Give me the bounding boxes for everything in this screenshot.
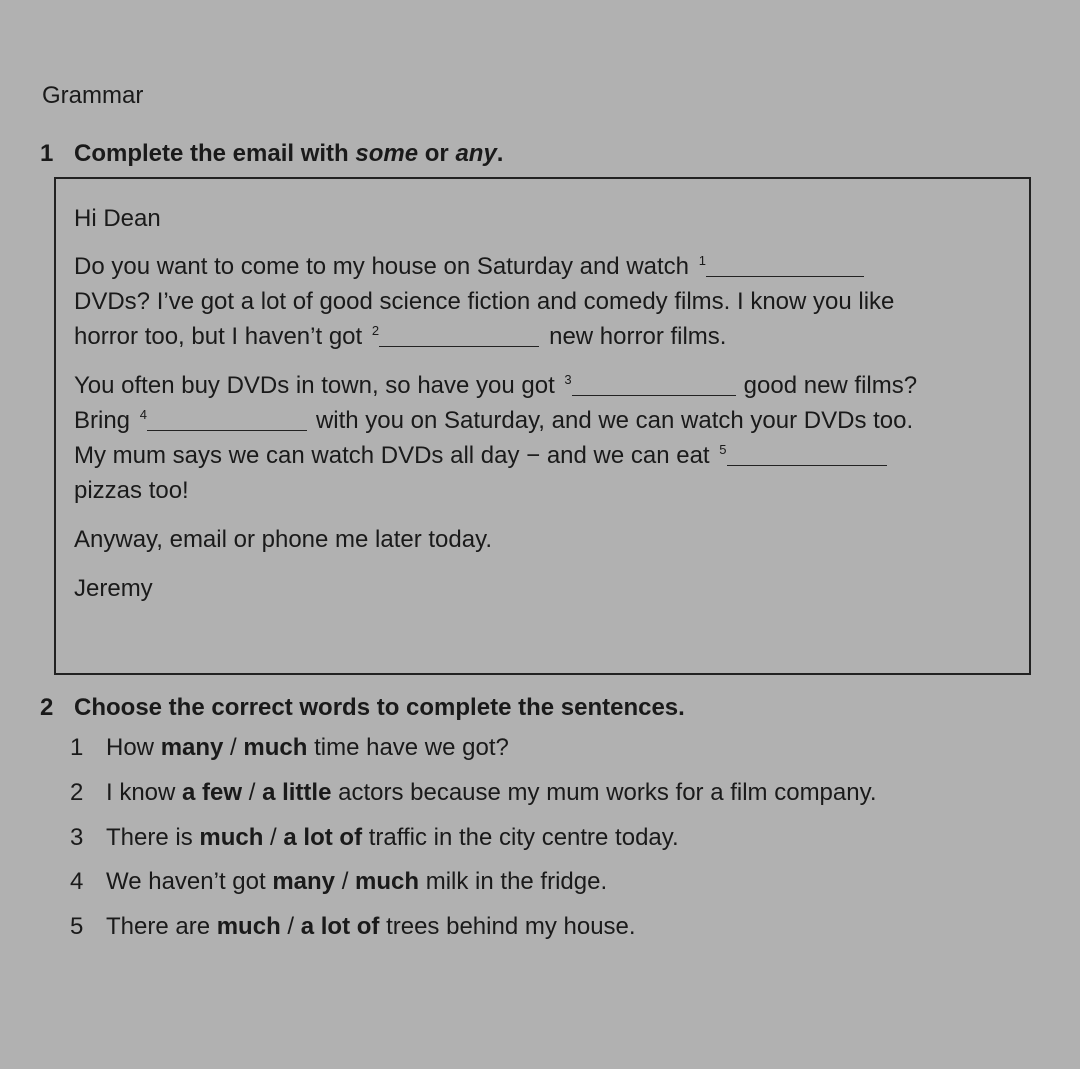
gap-number-4: 4 (139, 407, 147, 422)
task1-heading-prefix: Complete the email with (74, 140, 356, 167)
email-line (74, 473, 1014, 508)
option-2[interactable]: much (355, 868, 420, 896)
email-text-segment: Bring (74, 407, 131, 434)
gap-number-5: 5 (719, 442, 727, 457)
option-1[interactable]: a few (182, 778, 243, 806)
email-line (74, 249, 1014, 284)
option-2[interactable]: a lot of (300, 913, 380, 941)
email-text-segment: Do you want to come to my house on Saturday and watch (74, 253, 690, 280)
task1-word-or: or (418, 140, 456, 167)
email-signature: Jeremy (74, 575, 153, 602)
sentence-number: 2 (70, 778, 84, 806)
email-line (74, 319, 1014, 354)
task2-heading (40, 694, 685, 722)
email-text (74, 201, 1014, 620)
sentence-pre: There is (106, 823, 200, 851)
email-text-segment: You often buy DVDs in town, so have you got (74, 372, 555, 399)
list-item (70, 823, 877, 868)
email-line (74, 284, 1014, 319)
email-text-segment: My mum says we can watch DVDs all day − and we can eat (74, 442, 710, 469)
blank-4[interactable] (147, 408, 307, 431)
task1-heading-suffix: . (496, 140, 504, 167)
option-1[interactable]: much (216, 913, 281, 941)
option-2[interactable]: much (243, 734, 308, 761)
gap-number-2: 2 (371, 323, 380, 338)
blank-3[interactable] (572, 373, 736, 396)
option-separator: / (280, 913, 301, 941)
list-item (70, 778, 877, 823)
email-text-segment: good new films? (743, 372, 918, 399)
list-item (70, 867, 877, 912)
task1-word-some: some (355, 140, 419, 167)
sentence-post: time have we got? (307, 734, 509, 761)
option-1[interactable]: many (160, 734, 224, 761)
email-line (74, 368, 1014, 403)
option-separator: / (263, 823, 284, 851)
blank-2[interactable] (379, 324, 539, 347)
email-box (54, 177, 1031, 675)
option-separator: / (242, 778, 263, 806)
task1-word-any: any (455, 140, 497, 167)
email-text-segment: new horror films. (549, 323, 727, 350)
email-paragraph-1 (74, 249, 1014, 354)
email-text-segment: with you on Saturday, and we can watch your DVDs too. (315, 407, 914, 434)
sentence-post: milk in the fridge. (419, 868, 608, 896)
email-paragraph-3: Anyway, email or phone me later today. (74, 526, 492, 553)
task1-heading (40, 140, 503, 168)
task2-number: 2 (40, 694, 54, 721)
sentence-list (70, 733, 877, 957)
email-line (74, 403, 1014, 438)
email-paragraph-2 (74, 368, 1014, 508)
email-text-segment: DVDs? I’ve got a lot of good science fiction and comedy films. I know you like (74, 288, 895, 315)
section-title: Grammar (42, 82, 144, 109)
list-item (70, 912, 877, 957)
option-1[interactable]: many (272, 868, 336, 896)
option-separator: / (335, 868, 356, 896)
email-text-segment: pizzas too! (74, 477, 189, 504)
email-greeting: Hi Dean (74, 205, 161, 232)
sentence-pre: How (106, 734, 161, 761)
option-1[interactable]: much (199, 823, 264, 851)
blank-1[interactable] (706, 254, 864, 277)
sentence-post: trees behind my house. (379, 913, 636, 941)
sentence-post: actors because my mum works for a film company. (331, 778, 877, 806)
gap-number-1: 1 (698, 253, 706, 268)
list-item (70, 733, 877, 778)
sentence-number: 5 (70, 913, 84, 941)
sentence-pre: We haven’t got (106, 868, 273, 896)
sentence-pre: I know (106, 778, 183, 806)
sentence-number: 4 (70, 868, 84, 896)
email-line (74, 438, 1014, 473)
task2-heading-text: Choose the correct words to complete the sentences. (74, 694, 685, 721)
option-2[interactable]: a lot of (283, 823, 363, 851)
sentence-number: 3 (70, 823, 84, 851)
option-separator: / (223, 734, 244, 761)
sentence-number: 1 (70, 734, 84, 761)
option-2[interactable]: a little (262, 778, 332, 806)
sentence-pre: There are (106, 913, 217, 941)
gap-number-3: 3 (564, 372, 572, 387)
task1-number: 1 (40, 140, 54, 167)
email-text-segment: horror too, but I haven’t got (74, 323, 363, 350)
sentence-post: traffic in the city centre today. (362, 823, 679, 851)
blank-5[interactable] (727, 443, 887, 466)
